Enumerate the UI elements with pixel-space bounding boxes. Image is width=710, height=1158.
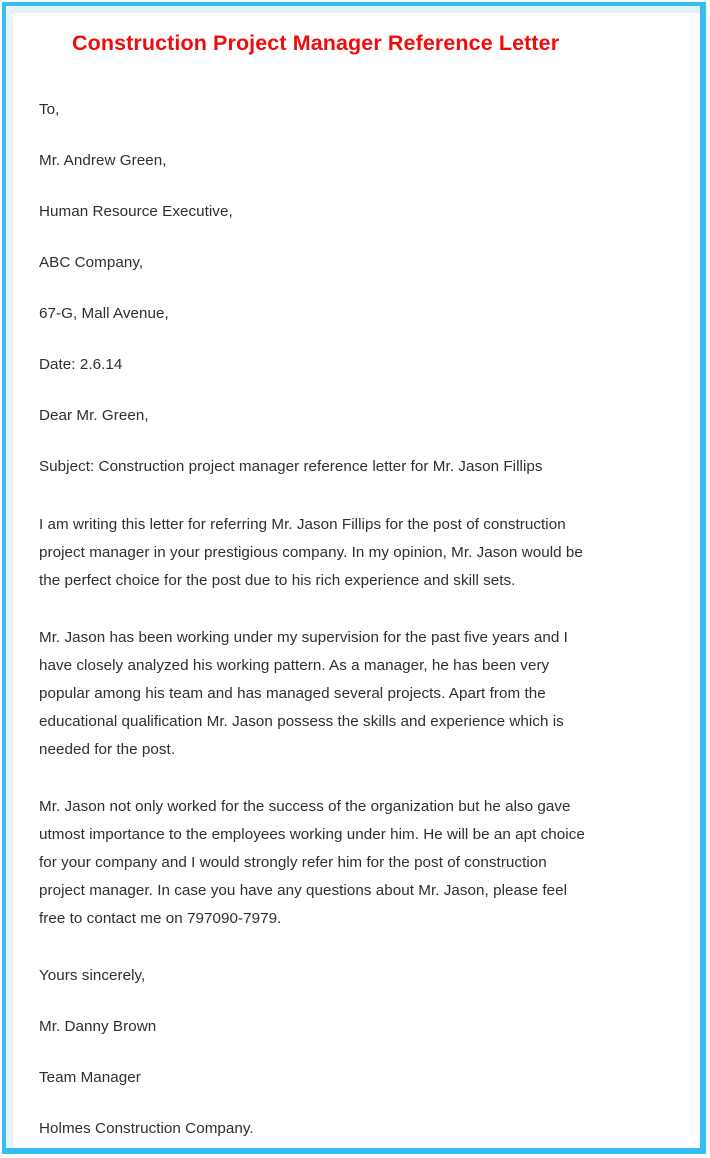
address-line-street: 67-G, Mall Avenue, <box>39 304 169 322</box>
page-border-frame <box>2 2 706 1154</box>
signature-name: Mr. Danny Brown <box>39 1017 157 1035</box>
address-line-recipient-name: Mr. Andrew Green, <box>39 151 167 169</box>
spacer-before-closing <box>39 955 670 962</box>
letter-sheet <box>6 6 700 1148</box>
signature-title: Team Manager <box>39 1068 141 1086</box>
address-line-designation: Human Resource Executive, <box>39 202 233 220</box>
spacer-before-body <box>39 504 670 511</box>
subject-line: Subject: Construction project manager reference letter for Mr. Jason Fillips <box>39 457 543 475</box>
address-line-to: To, <box>39 100 60 118</box>
body-paragraph-2: Mr. Jason has been working under my supervision for the past five years and I have closely analyzed his working pattern. As a manager, he has been very popular among his team and has managed several projects. Apart from the educational qualification Mr. Jason possess the skills and experience which is needed for the post. <box>39 628 568 758</box>
page-title: Construction Project Manager Reference Letter <box>72 31 560 55</box>
body-paragraph-3: Mr. Jason not only worked for the success of the organization but he also gave utmost importance to the employees working under him. He will be an apt choice for your company and I would strongly refer him for the post of construction project manager. In case you have any questions about Mr. Jason, please feel free to contact me on 797090-7979. <box>39 797 585 927</box>
body-paragraph-1: I am writing this letter for referring Mr. Jason Fillips for the post of construction project manager in your prestigious company. In my opinion, Mr. Jason would be the perfect choice for the post due to his rich experience and skill sets. <box>39 515 583 589</box>
letter-body <box>39 84 670 1143</box>
address-line-date: Date: 2.6.14 <box>39 355 123 373</box>
spacer-paragraph-2-3 <box>39 786 670 793</box>
address-line-company: ABC Company, <box>39 253 144 271</box>
spacer-after-title <box>39 84 670 96</box>
greeting-line: Dear Mr. Green, <box>39 406 149 424</box>
closing-salutation: Yours sincerely, <box>39 966 146 984</box>
signature-company: Holmes Construction Company. <box>39 1119 254 1137</box>
spacer-paragraph-1-2 <box>39 617 670 624</box>
